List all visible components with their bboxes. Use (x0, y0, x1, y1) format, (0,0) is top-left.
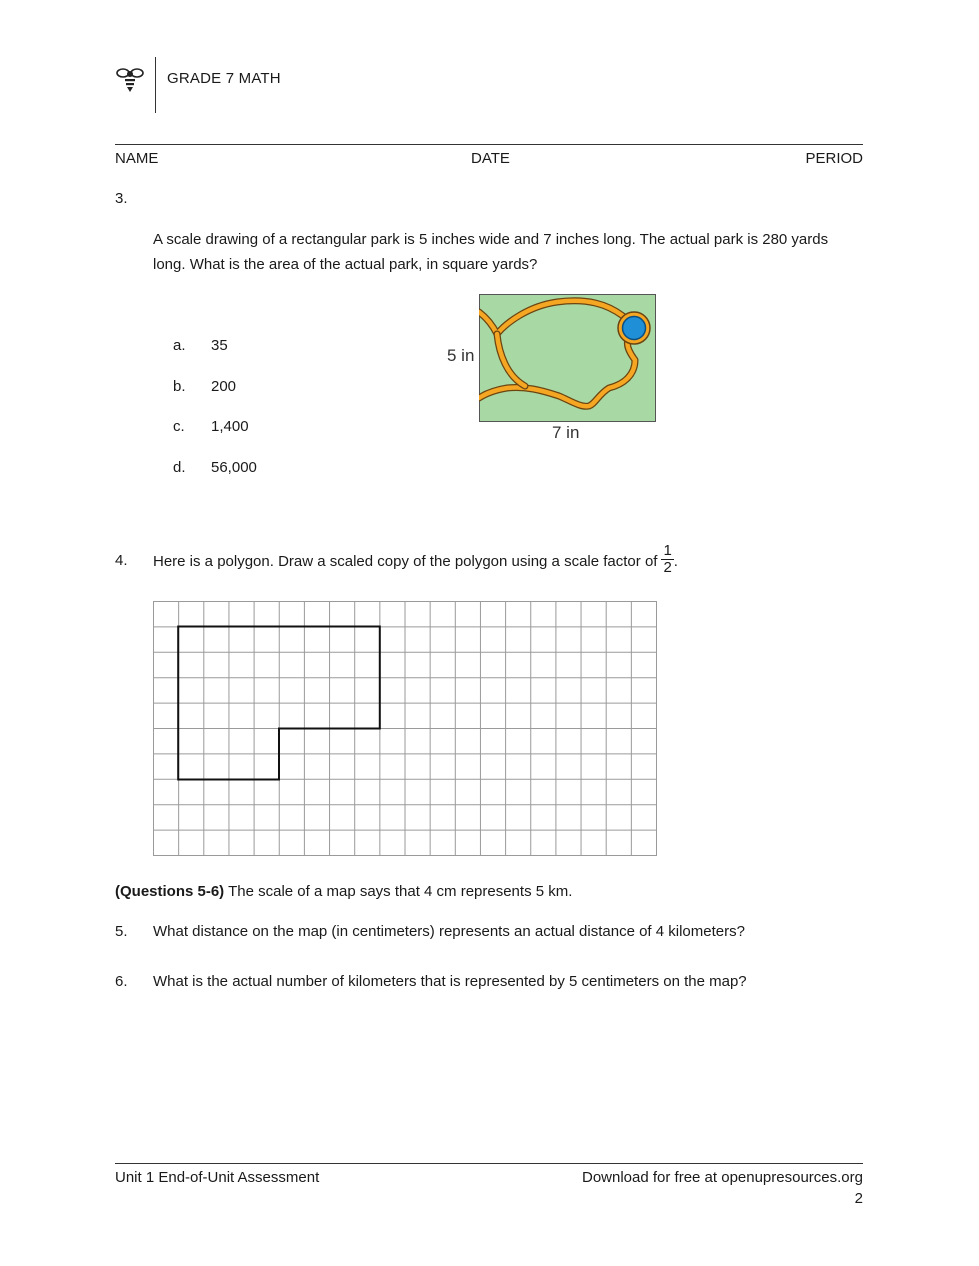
option-value: 200 (211, 378, 237, 395)
question-3-text: A scale drawing of a rectangular park is 5 inches wide and 7 inches long. The actual park is 280 yards long. What is the area of the actual park, in square yards? (153, 231, 829, 273)
option-letter: d. (173, 459, 186, 476)
option-value: 1,400 (211, 418, 249, 435)
fraction-numerator: 1 (663, 541, 672, 559)
footer-unit-title: Unit 1 End-of-Unit Assessment (115, 1169, 320, 1186)
question-6-text: What is the actual number of kilometers that is represented by 5 centimeters on the map? (153, 973, 747, 990)
date-label: DATE (471, 150, 510, 167)
question-5-number: 5. (115, 923, 128, 940)
question-4-text: Here is a polygon. Draw a scaled copy of the polygon using a scale factor of (153, 552, 658, 570)
scale-factor-fraction (661, 543, 673, 576)
course-title: GRADE 7 MATH (167, 70, 281, 87)
fraction-denominator: 2 (663, 558, 672, 576)
question-4-number: 4. (115, 552, 128, 569)
bee-logo-icon (114, 64, 146, 96)
name-label: NAME (115, 150, 159, 167)
option-value: 35 (211, 337, 228, 354)
footer-download-text: Download for free at openupresources.org (581, 1169, 863, 1186)
park-width-label: 5 in (447, 346, 475, 365)
option-letter: a. (173, 337, 186, 354)
option-letter: b. (173, 378, 186, 395)
questions-5-6-intro-bold: (Questions 5-6) (115, 883, 225, 900)
header-divider (155, 57, 156, 113)
park-pond (623, 317, 646, 340)
option-value: 56,000 (211, 459, 257, 476)
park-length-label: 7 in (552, 423, 580, 442)
question-4-text-line (153, 538, 678, 584)
period-label: PERIOD (805, 150, 863, 167)
header-rule (115, 144, 863, 145)
grid-lines (153, 601, 657, 856)
question-6-number: 6. (115, 973, 128, 990)
questions-5-6-intro-text: The scale of a map says that 4 cm represents 5 km. (228, 883, 573, 900)
page-number: 2 (854, 1190, 863, 1207)
park-scale-drawing (479, 294, 657, 423)
option-letter: c. (173, 418, 185, 435)
footer-rule (115, 1163, 863, 1164)
polygon-grid (153, 601, 657, 856)
question-4-period: . (673, 552, 678, 570)
questions-5-6-intro (115, 879, 572, 904)
question-3-number: 3. (115, 190, 128, 207)
question-5-text: What distance on the map (in centimeters) represents an actual distance of 4 kilometers? (153, 923, 745, 940)
